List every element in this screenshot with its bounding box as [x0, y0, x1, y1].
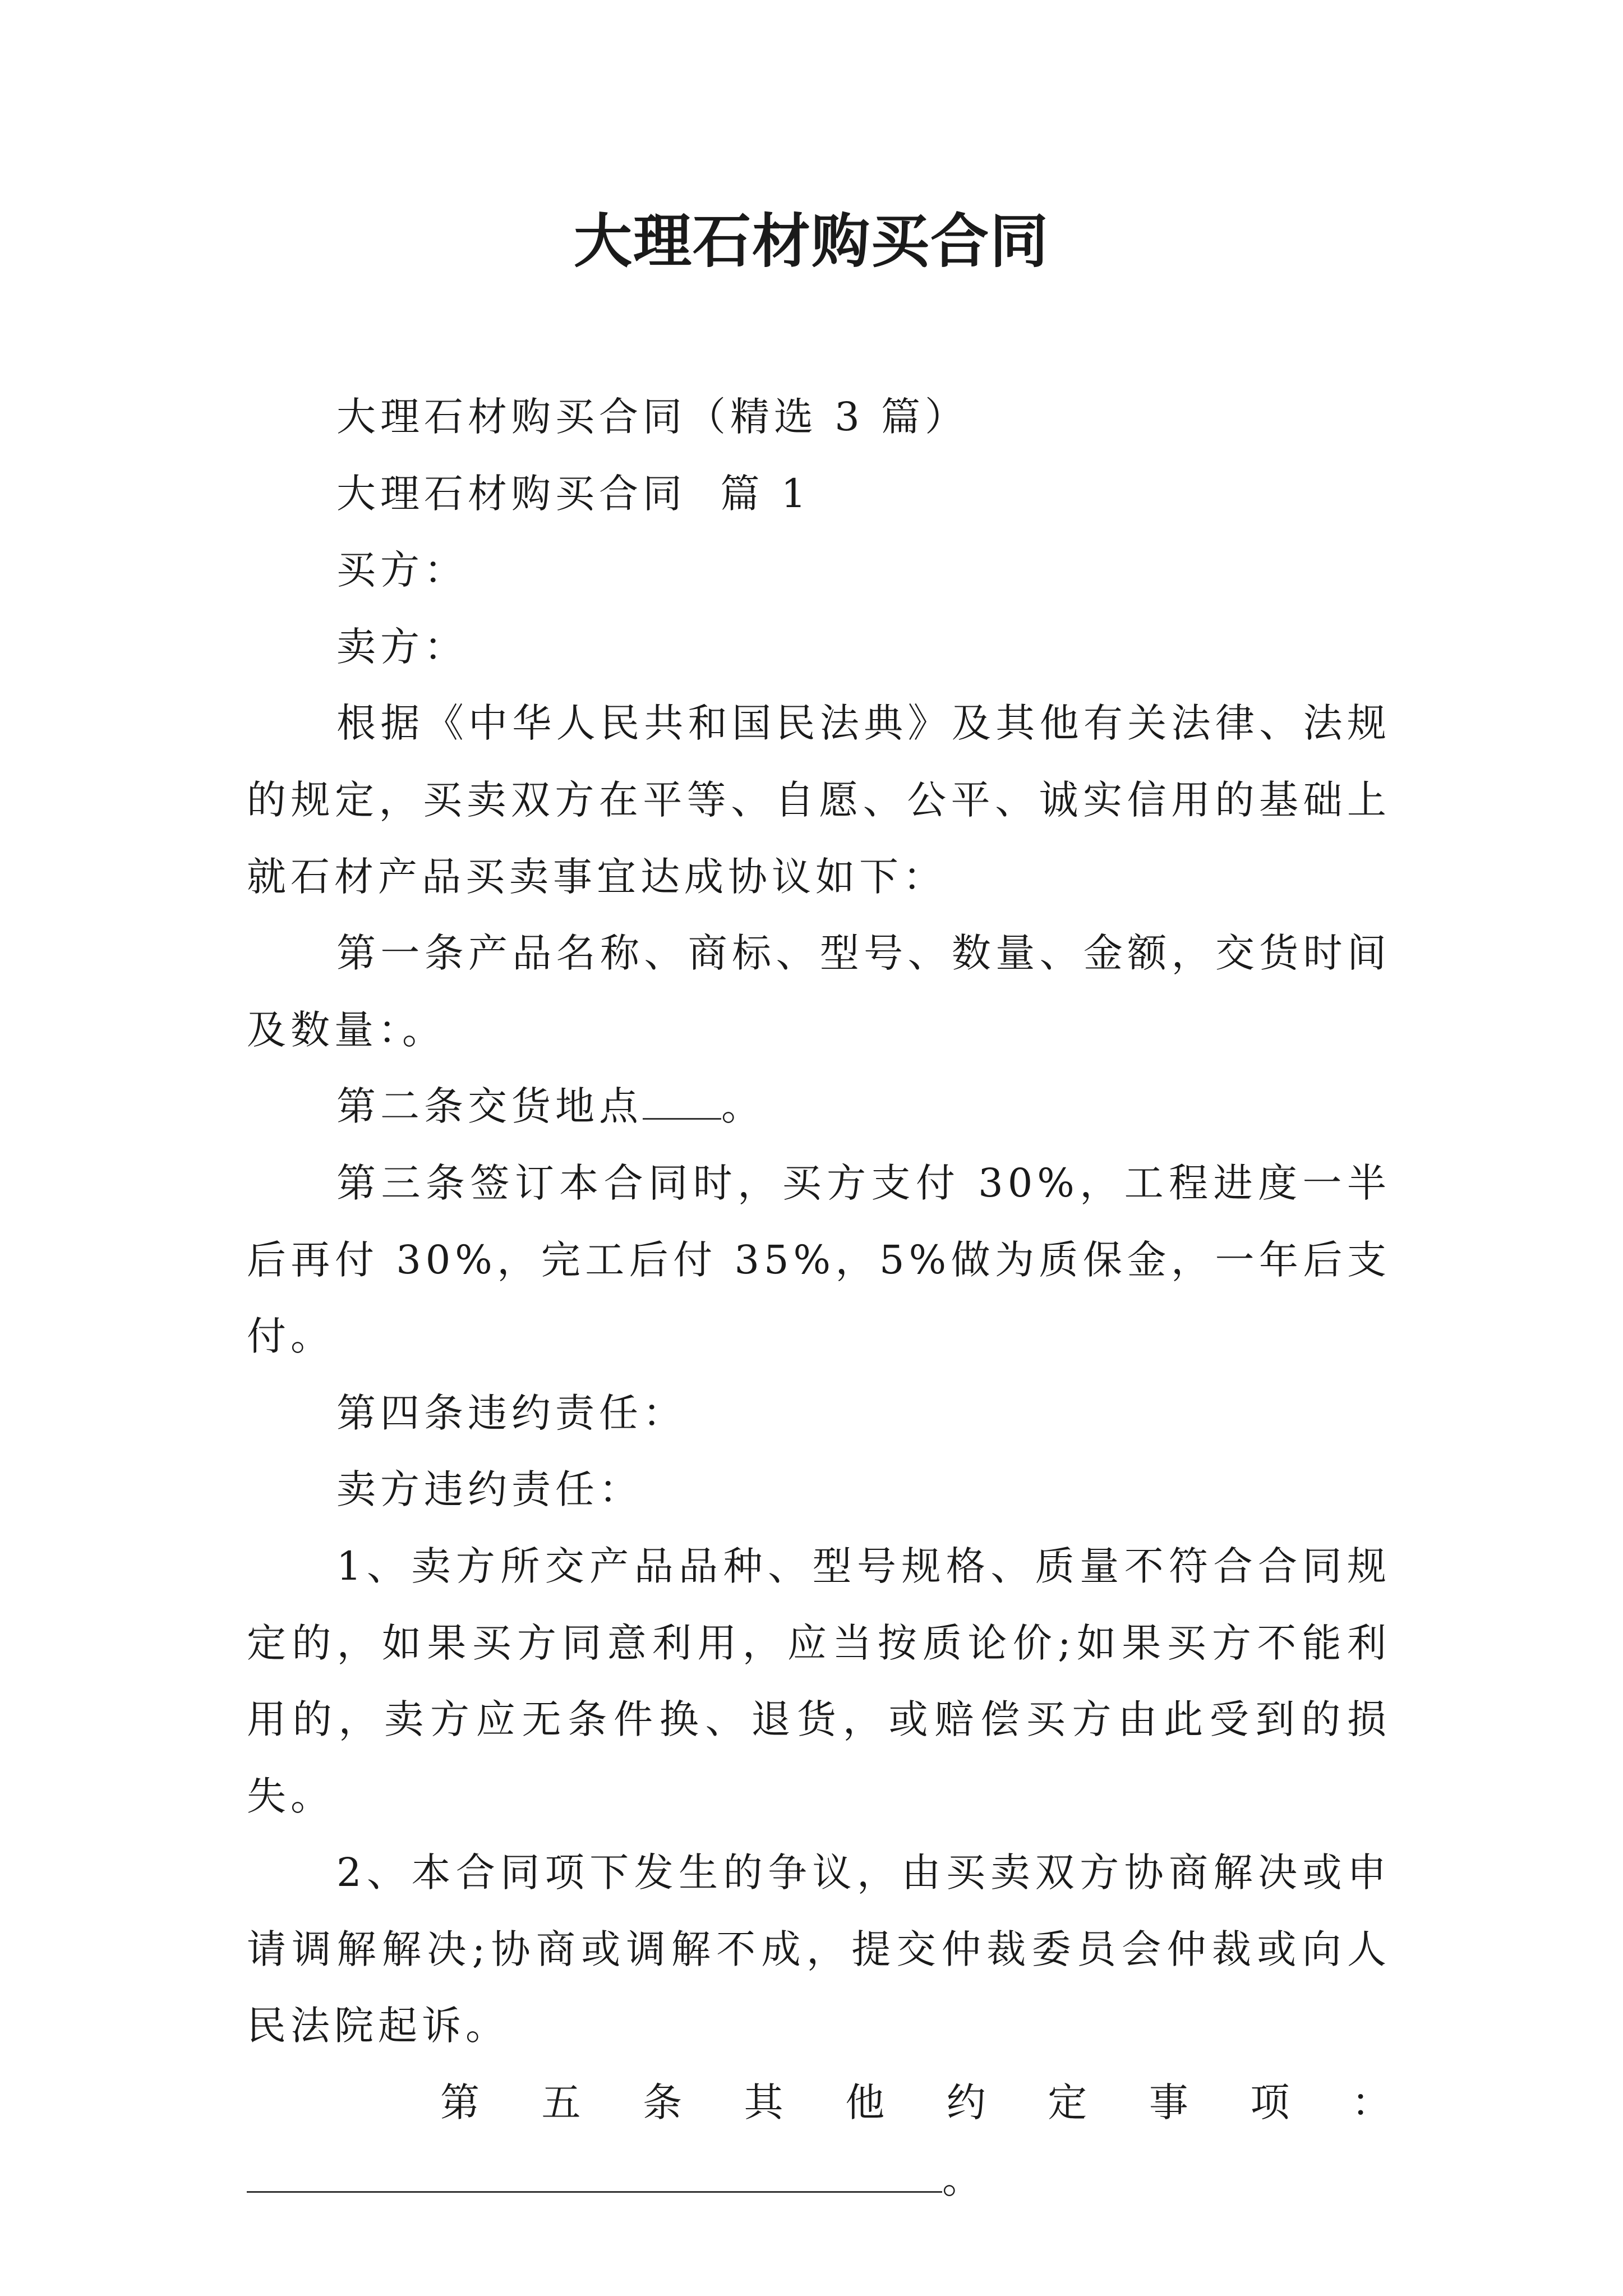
buyer-line: 买方： [336, 547, 468, 593]
clause-2 [247, 1068, 1391, 1145]
clause-4: 第四条违约责任： [336, 1389, 686, 1436]
intro-paragraph: 根据《中华人民共和国民法典》及其他有关法律、法规的规定，买卖双方在平等、自愿、公平、诚实信用的基础上就石材产品买卖事宜达成协议如下： [247, 700, 1391, 900]
clause-5-char: 约 [946, 2079, 986, 2126]
clause-3: 第三条签订本合同时，买方支付 30%，工程进度一半后再付 30%，完工后付 35%，5%做为质保金，一年后支付。 [247, 1159, 1391, 1360]
clause-5-char: 其 [744, 2079, 783, 2126]
clause-5-char: 事 [1149, 2079, 1188, 2126]
clause-1: 第一条产品名称、商标、型号、数量、金额，交货时间及数量：。 [247, 930, 1391, 1053]
liability-item-1: 1、卖方所交产品品种、型号规格、质量不符合合同规定的，如果买方同意利用，应当按质论价;如果买方不能利用的，卖方应无条件换、退货，或赔偿买方由此受到的损失。 [247, 1543, 1391, 1819]
clause-2-text: 第二条交货地点 [336, 1083, 643, 1130]
clause-5-end: 。 [942, 2156, 986, 2202]
clause-5-char: 条 [643, 2079, 683, 2126]
subtitle: 大理石材购买合同（精选 3 篇） [336, 394, 969, 440]
clause-5 [440, 2064, 1391, 2141]
clause-2-end: 。 [721, 1083, 765, 1130]
clause-5-blank-line [247, 2141, 1391, 2218]
clause-5-char: 项 [1250, 2079, 1290, 2126]
liability-item-2: 2、本合同项下发生的争议，由买卖双方协商解决或申请调解解决;协商或调解不成，提交仲裁委员会仲裁或向人民法院起诉。 [247, 1849, 1391, 2049]
clause-5-char: 他 [845, 2079, 885, 2126]
clause-5-char: 五 [541, 2079, 581, 2126]
seller-line: 卖方： [336, 623, 468, 670]
delivery-location-blank [643, 1079, 721, 1120]
clause-5-char: 第 [440, 2079, 479, 2126]
other-terms-blank [247, 2152, 942, 2193]
document-body [247, 379, 1391, 2217]
section-heading: 大理石材购买合同 篇 1 [336, 470, 811, 517]
clause-5-char: 定 [1048, 2079, 1087, 2126]
clause-5-char: ： [1351, 2079, 1391, 2126]
seller-liability-heading: 卖方违约责任： [336, 1466, 643, 1513]
document-title: 大理石材购买合同 [573, 207, 1049, 275]
